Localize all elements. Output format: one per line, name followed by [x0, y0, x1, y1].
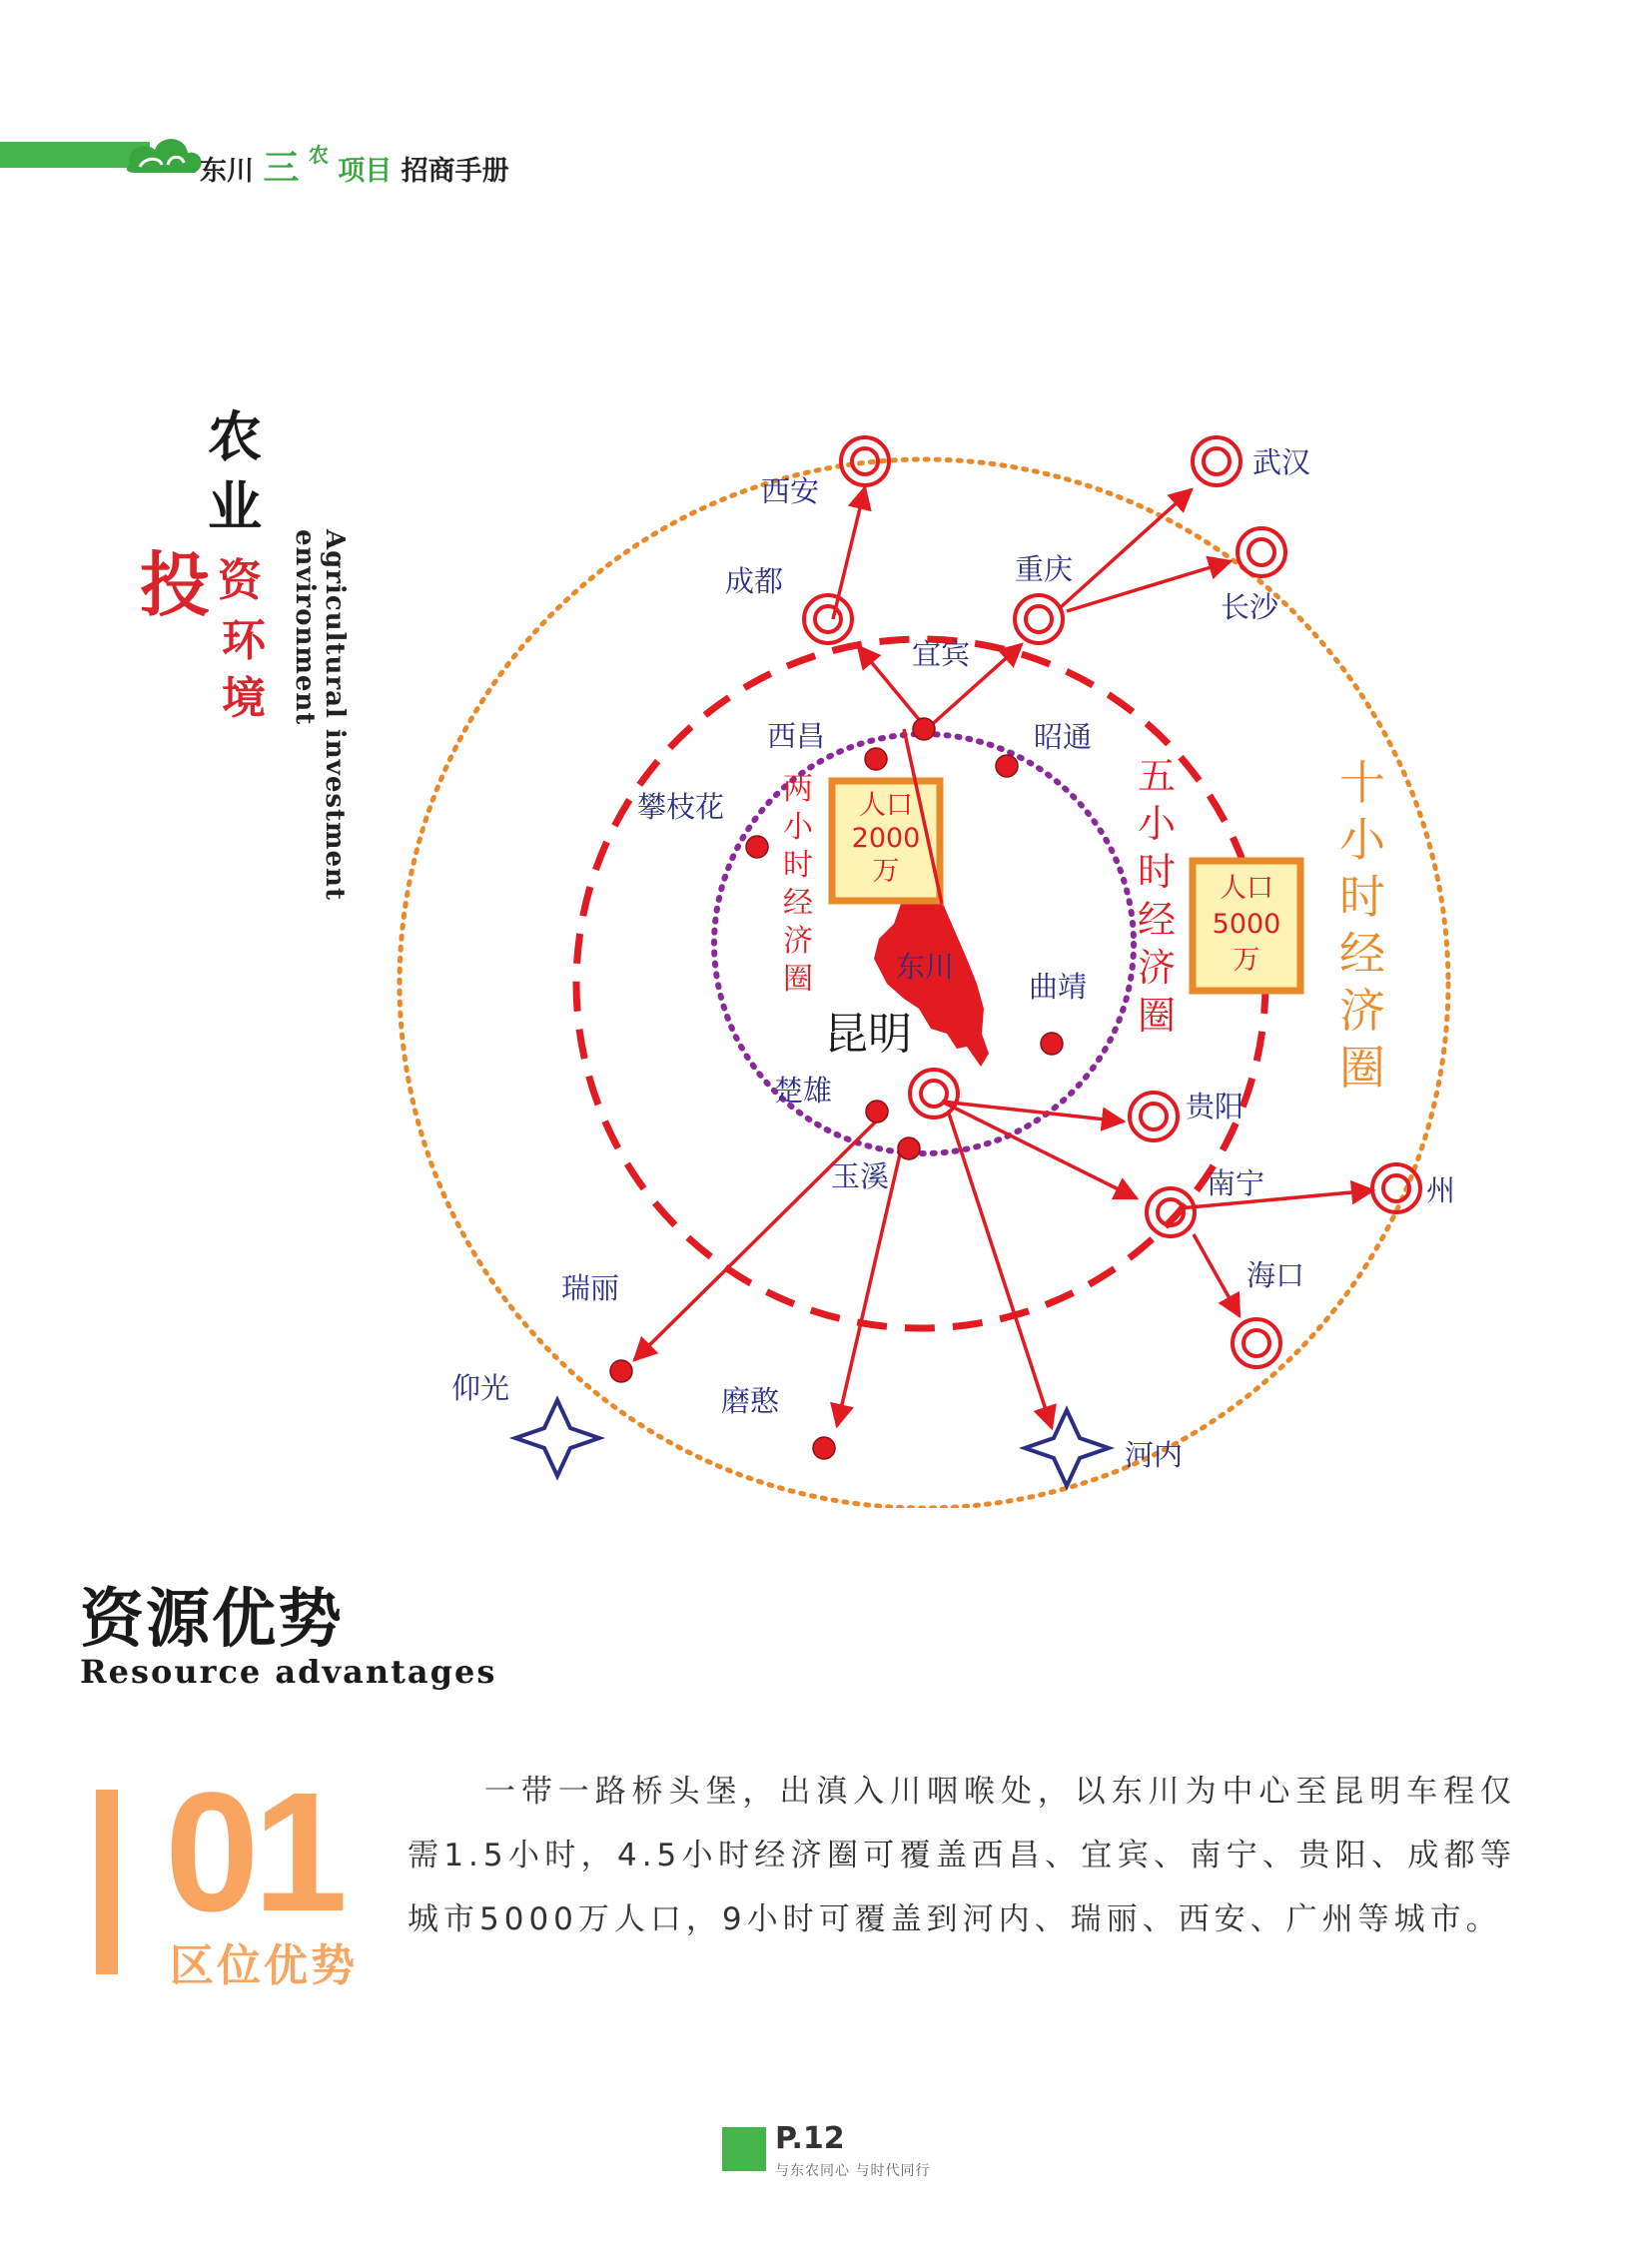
header-part1: 东川: [200, 156, 254, 187]
header-part3: 农: [308, 143, 329, 167]
economic-circle-map: [380, 399, 1488, 1508]
middle-zone-char-6: 圈: [1137, 994, 1177, 1038]
inner-zone-char-6: 圈: [783, 962, 813, 997]
city-xichang: 西昌: [767, 719, 826, 753]
header-part5: 招商手册: [401, 156, 509, 187]
inner-zone-char-2: 小: [783, 810, 813, 845]
title-char-4: 资: [218, 555, 262, 606]
section-subtitle: 区位优势: [170, 1940, 358, 1991]
number-accent-bar: [96, 1790, 118, 1974]
footer-slogan: 与东农同心 与时代同行: [775, 2163, 931, 2179]
city-nanning: 南宁: [1207, 1166, 1265, 1200]
page-number: P.12: [775, 2121, 845, 2156]
header-part2: 三: [263, 148, 300, 189]
inner-zone-char-1: 两: [783, 772, 813, 807]
cloud-ornament-icon: [120, 125, 210, 185]
middle-zone-char-4: 经: [1137, 898, 1177, 942]
middle-zone-char-2: 小: [1137, 802, 1177, 846]
section-number: 01: [165, 1758, 343, 1947]
middle-zone-char-5: 济: [1137, 946, 1177, 990]
middle-zone-char-3: 时: [1137, 850, 1177, 894]
city-hanoi: 河内: [1125, 1438, 1184, 1472]
section-paragraph: [408, 1760, 1516, 1951]
title-char-5: 环: [222, 615, 266, 666]
city-guangzhou: 州: [1426, 1173, 1456, 1207]
side-title-en: [290, 529, 350, 969]
footer-green-square: [722, 2127, 766, 2171]
outer-zone-char-4: 经: [1339, 927, 1385, 981]
outer-zone-char-1: 十: [1339, 756, 1385, 810]
side-title-english: Agricultural investment environment: [290, 529, 350, 901]
city-mohan: 磨憨: [721, 1384, 780, 1418]
city-ruili: 瑞丽: [561, 1271, 620, 1305]
city-yuxi: 玉溪: [831, 1159, 890, 1193]
pop5000-line3: 万: [1233, 945, 1260, 976]
middle-zone-char-1: 五: [1137, 754, 1177, 798]
section-title-en: Resource advantages: [80, 1653, 497, 1691]
title-char-2: 业: [208, 474, 262, 538]
city-changsha: 长沙: [1221, 590, 1279, 624]
city-kunming: 昆明: [824, 1009, 912, 1060]
city-haikou: 海口: [1246, 1258, 1305, 1292]
city-yangon: 仰光: [451, 1371, 510, 1405]
title-char-3: 投: [140, 543, 210, 626]
title-char-1: 农: [208, 404, 262, 468]
pop2000-line1: 人口: [859, 790, 913, 821]
city-zhaotong: 昭通: [1034, 720, 1093, 754]
pop2000-line2: 2000: [851, 823, 921, 854]
city-qujing: 曲靖: [1029, 970, 1088, 1004]
paragraph-text: 一带一路桥头堡，出滇入川咽喉处，以东川为中心至昆明车程仅需1.5小时，4.5小时经济圈可覆盖西昌、宜宾、南宁、贵阳、成都等城市5000万人口，9小时可覆盖到河内、瑞丽、西安、广州等城市。: [408, 1774, 1516, 1937]
title-char-6: 境: [222, 673, 266, 724]
hanoi-star-icon: [1025, 1410, 1109, 1486]
section-title-cn: 资源优势: [80, 1582, 344, 1657]
outer-zone-char-5: 济: [1339, 984, 1385, 1038]
header-title: [200, 140, 509, 191]
city-guiyang: 贵阳: [1186, 1090, 1244, 1123]
inner-zone-char-3: 时: [783, 848, 813, 883]
inner-zone-char-5: 济: [783, 924, 813, 959]
pop5000-line2: 5000: [1212, 909, 1281, 940]
outer-zone-char-6: 圈: [1339, 1041, 1385, 1095]
city-wuhan: 武汉: [1252, 445, 1311, 479]
city-panzhihua: 攀枝花: [637, 790, 725, 824]
pop2000-line3: 万: [872, 856, 900, 887]
outer-zone-char-3: 时: [1339, 870, 1385, 924]
city-chongqing: 重庆: [1015, 552, 1074, 586]
city-chuxiong: 楚雄: [774, 1074, 833, 1108]
city-yibin: 宜宾: [912, 637, 971, 671]
outer-zone-char-2: 小: [1339, 813, 1385, 867]
city-dongchuan: 东川: [896, 950, 955, 984]
inner-zone-char-4: 经: [783, 886, 813, 921]
side-title-cn: [130, 394, 270, 734]
header-part4: 项目: [338, 156, 393, 187]
yangon-star-icon: [515, 1400, 599, 1476]
city-xian: 西安: [761, 474, 820, 508]
pop5000-line1: 人口: [1220, 873, 1273, 904]
city-chengdu: 成都: [725, 564, 784, 598]
